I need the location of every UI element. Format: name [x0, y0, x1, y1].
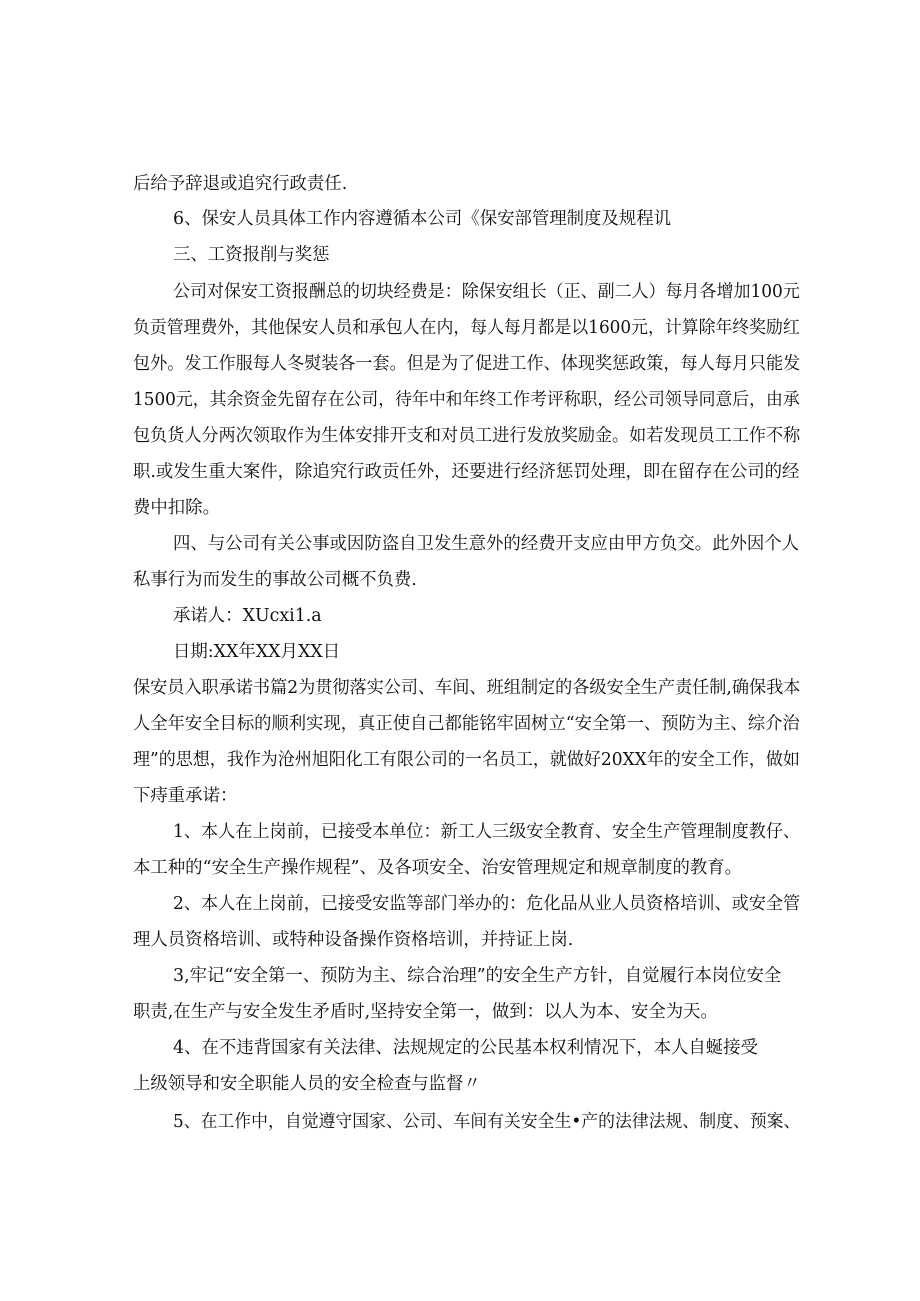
text-line: 1、本人在上岗前，已接受本单位：新工人三级安全教育、安全生产管理制度教仔、	[173, 822, 801, 842]
text-line: 下痔重承诺：	[133, 786, 238, 806]
signer-line: 承诺人：XUcxi1.a	[173, 606, 322, 626]
text-line: 4、在不违背国家有关法律、法规规定的公民基本权利情况下，本人自蜒接受	[173, 1038, 758, 1058]
text-line: 5、在工作中，自觉遵守国家、公司、车间有关安全生•产的法律法规、制度、预案、	[173, 1112, 801, 1132]
text-line: 职责,在生产与安全发生矛盾时,坚持安全第一，做到：以人为本、安全为天。	[133, 1002, 718, 1022]
text-line: 私事行为而发生的事故公司概不负费.	[133, 570, 417, 590]
text-line: 本工种的“安全生产操作规程”、及各项安全、治安管理规定和规章制度的教育。	[133, 858, 743, 878]
text-line: 四、与公司有关公事或因防盗自卫发生意外的经费开支应由甲方负交。此外因个人	[173, 534, 800, 554]
text-line: 负贡管理费外，其他保安人员和承包人在内，每人每月都是以1600元，计算除年终奖励红	[133, 318, 800, 338]
text-line: 职.或发生重大案件，除追究行政贡任外，还要进行经济惩罚处理，即在留存在公司的经	[133, 462, 800, 482]
text-line: 理”的思想，我作为沧州旭阳化工有限公司的一名员工，就做好20XX年的安全工作，做如	[133, 750, 800, 770]
text-line: 理人员资格培训、或特种设备操作资格培训，并持证上岗.	[133, 930, 574, 950]
text-line: 后给予辞退或追究行政责任.	[133, 174, 348, 194]
text-line: 上级领导和安全职能人员的安全检查与监督〃	[133, 1074, 481, 1094]
text-line: 公司对保安工资报酬总的切块经费是：除保安组长（正、副二人）每月各增加100元	[173, 282, 800, 302]
text-line: 2、本人在上岗前，已接受安监等部门举办的：危化品从业人员资格培训、或安全管	[173, 894, 801, 914]
text-line: 3,牢记“安全第一、预防为主、综合治理”的安全生产方针，自觉履行本岗位安全	[173, 966, 782, 986]
section-heading: 三、工资报削与奖惩	[173, 245, 330, 265]
date-line: 日期:XX年XX月XX日	[173, 642, 341, 662]
text-line: 1500元，其余资金先留存在公司，待年中和年终工作考评称职，经公司领导同意后，由承	[133, 390, 800, 410]
text-line: 人全年安全目标的顺利实现，真正使自己都能铭牢固树立“安全第一、预防为主、综介治	[133, 714, 800, 734]
text-line: 包负货人分两次领取作为生体安排开支和对员工进行发放奖励金。如若发现员工工作不称	[133, 426, 801, 446]
text-line: 费中扣除。	[133, 498, 220, 518]
text-line: 包外。发工作服每人冬熨装各一套。但是为了促进工作、体现奖惩政策，每人每月只能发	[133, 354, 801, 374]
text-line: 保安员入职承诺书篇2为贯彻落实公司、车间、班组制定的各级安全生产责任制,确保我本	[133, 678, 801, 698]
text-line: 6、保安人员具体工作内容遵循本公司《保安部管理制度及规程讥	[173, 209, 672, 229]
